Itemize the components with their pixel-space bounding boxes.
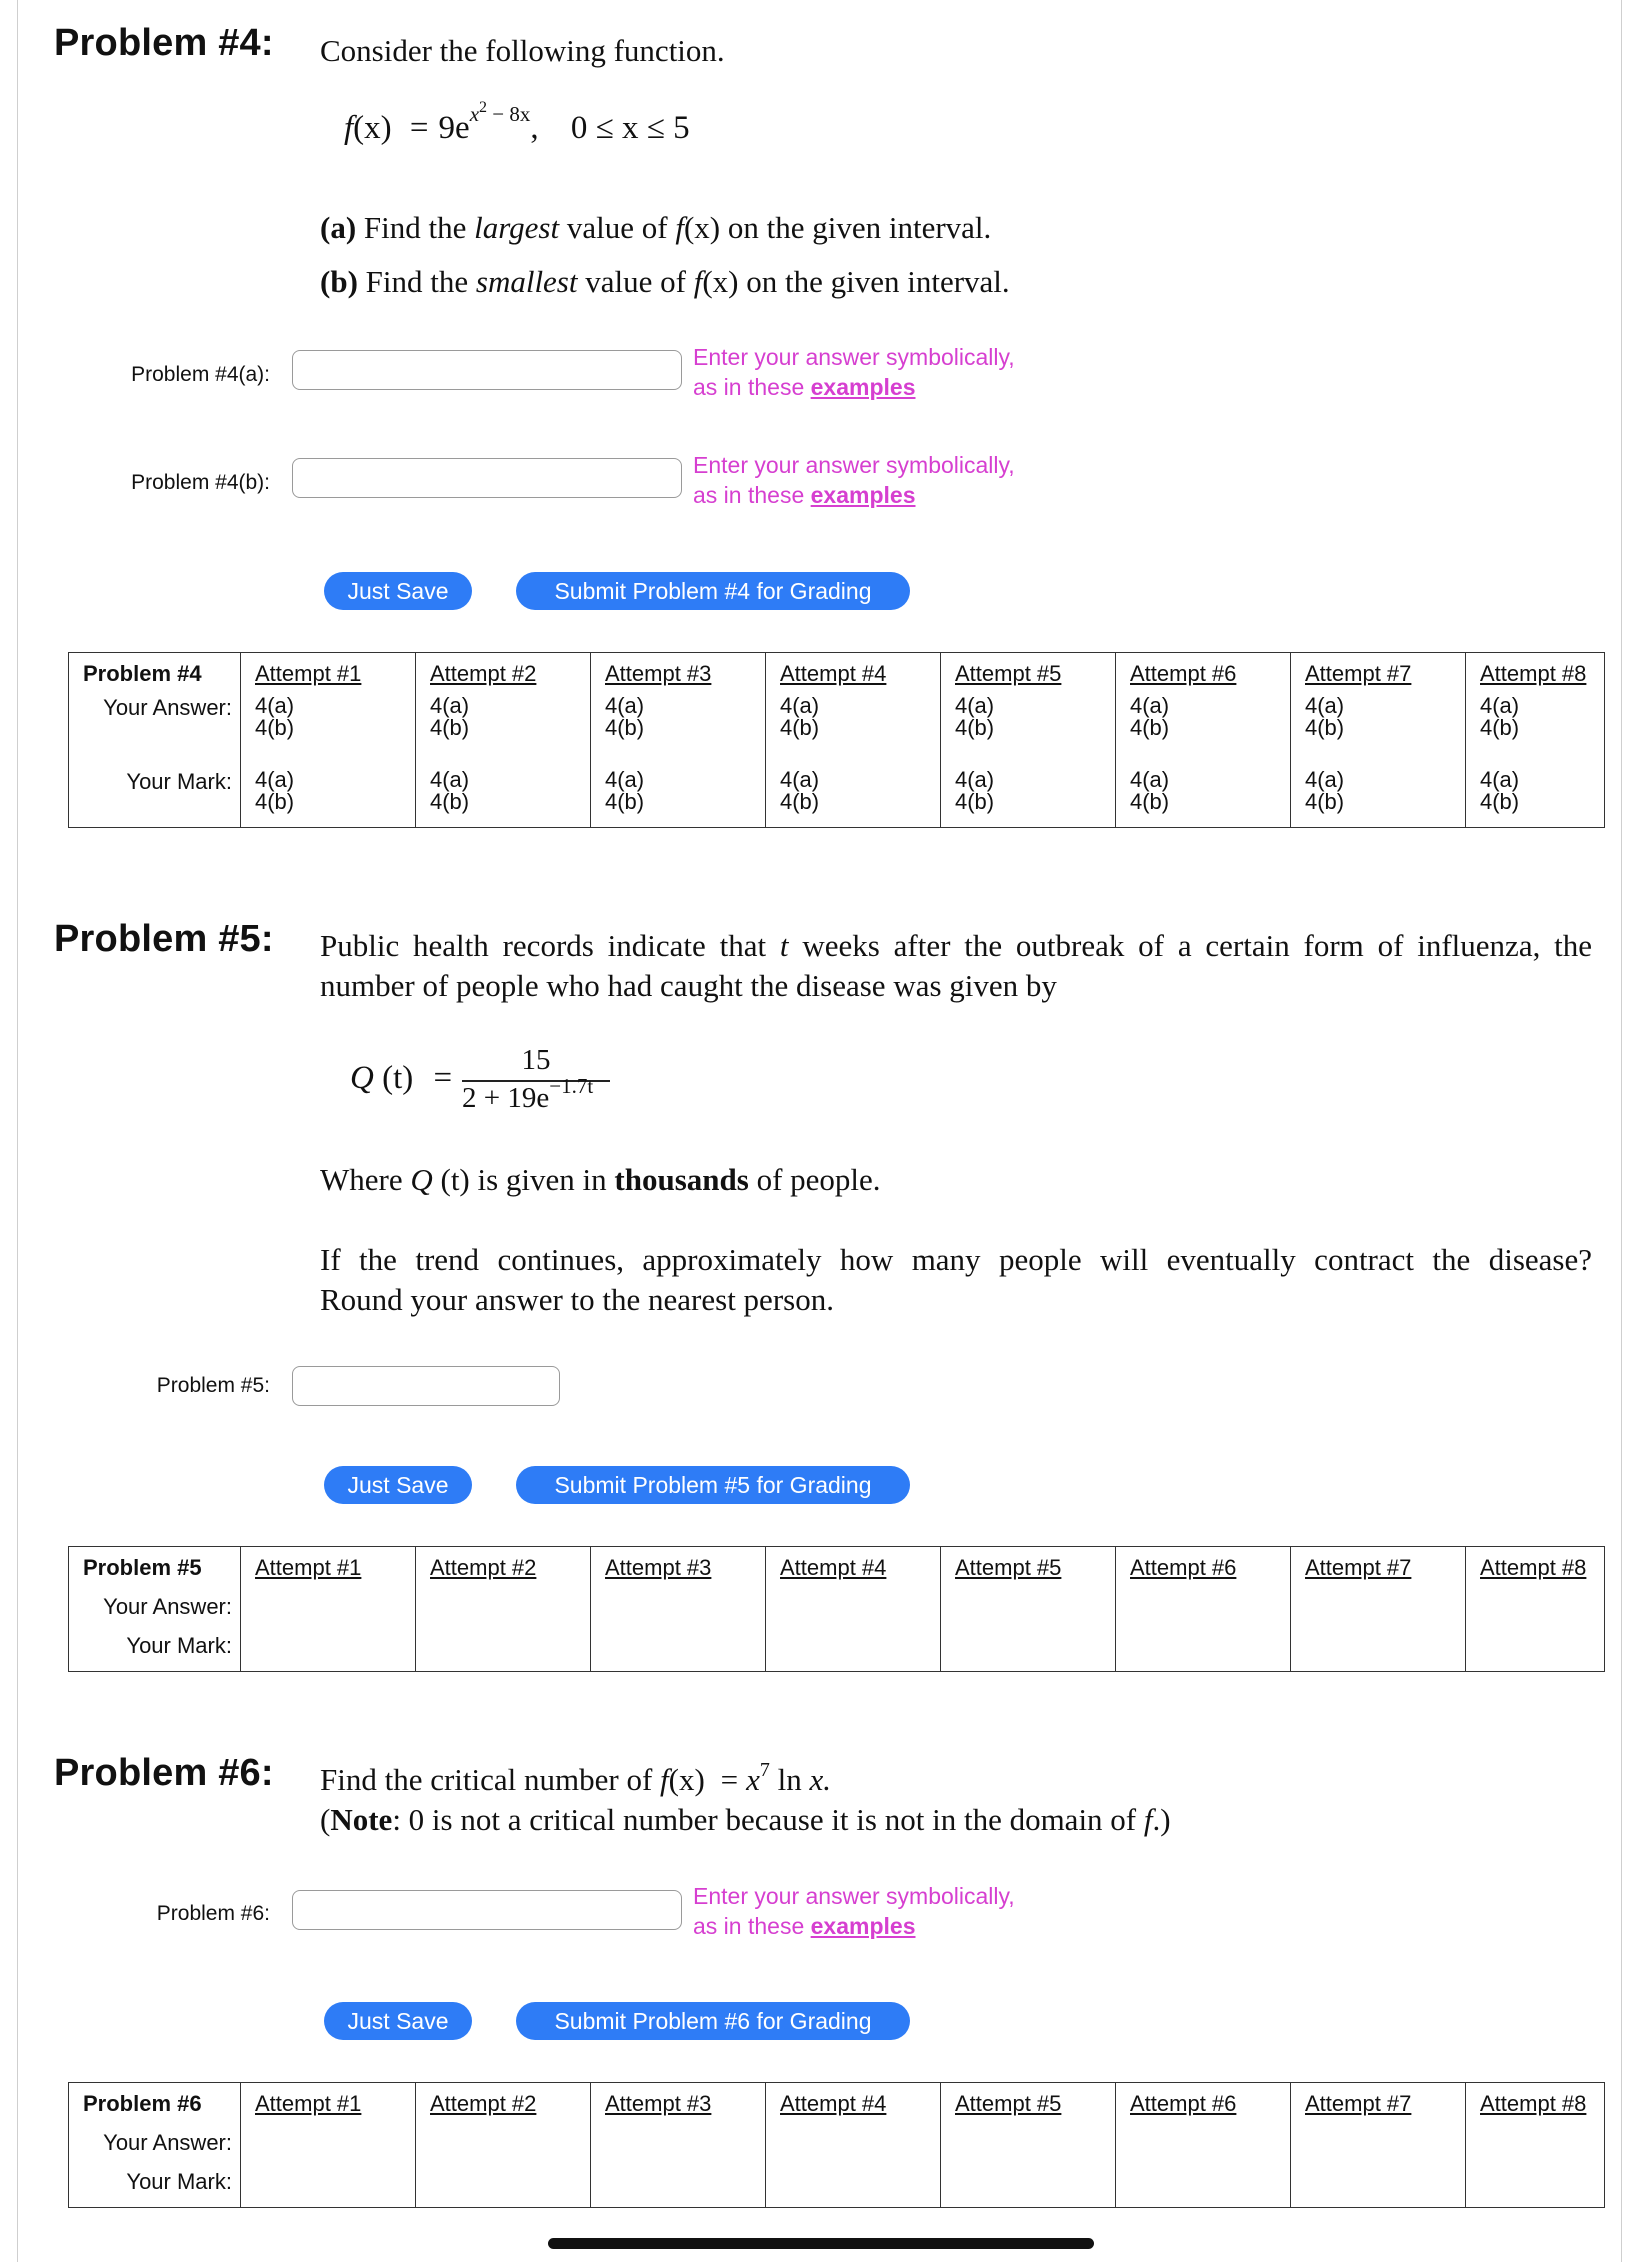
table-head: Problem #5 (69, 1547, 241, 1590)
problem-6-title: Problem #6: (54, 1752, 274, 1794)
func-eq: = (409, 110, 429, 146)
part-b-tail: (x) on the given interval. (702, 264, 1010, 299)
part-a-post: value of (566, 210, 668, 245)
problem-5-question-line-1: If the trend continues, approximately how many people will eventually contract the disease? (320, 1242, 1592, 1277)
attempt-6-header[interactable]: Attempt #6 (1116, 653, 1291, 696)
problem-5-where: Where Q (t) is given in thousands of people. (320, 1162, 881, 1197)
problem-4-function (344, 99, 690, 147)
problem-5-question-line-2: Round your answer to the nearest person. (320, 1282, 834, 1317)
your-mark-label: Your Mark: (69, 1631, 241, 1671)
home-indicator-bar[interactable] (548, 2238, 1094, 2249)
attempt-4-header[interactable]: Attempt #4 (766, 1547, 941, 1590)
problem-4-part-b (320, 262, 1010, 302)
problem-5-input[interactable] (292, 1366, 560, 1406)
examples-link[interactable]: examples (810, 482, 916, 508)
func-domain: 0 ≤ x ≤ 5 (570, 110, 690, 146)
table-cell: 4(a) 4(b) (591, 695, 766, 769)
attempt-2-header[interactable]: Attempt #2 (416, 2083, 591, 2126)
table-head: Problem #4 (69, 653, 241, 696)
hint-line-1: Enter your answer symbolically, (693, 344, 1015, 370)
problem-6-attempts-table (68, 2082, 1605, 2208)
part-a-em: largest (474, 210, 560, 245)
attempt-7-header[interactable]: Attempt #7 (1291, 1547, 1466, 1590)
problem-6-hint (693, 1881, 1015, 1941)
attempt-5-header[interactable]: Attempt #5 (941, 2083, 1116, 2126)
func-comma: , (530, 110, 539, 146)
table-cell: 4(a) 4(b) (1480, 767, 1520, 814)
func-exp-rest: − 8x (487, 102, 531, 126)
attempt-8-header[interactable]: Attempt #8 (1480, 2091, 1587, 2116)
problem-4-title: Problem #4: (54, 22, 274, 64)
just-save-button[interactable]: Just Save (324, 2002, 472, 2040)
problem-4-intro: Consider the following function. (320, 33, 725, 68)
table-cell: 4(a) 4(b) (241, 695, 416, 769)
table-cell: 4(a) 4(b) (416, 769, 591, 827)
part-a-label: (a) (320, 210, 357, 245)
your-answer-label: Your Answer: (69, 2125, 241, 2167)
part-b-label: (b) (320, 264, 358, 299)
hint-line-1: Enter your answer symbolically, (693, 452, 1015, 478)
attempt-3-header[interactable]: Attempt #3 (591, 653, 766, 696)
hint-line-2: as in these (693, 374, 811, 400)
problem-6-text: Find the critical number of $f(x) = x^7$ ln x. (320, 1759, 831, 1797)
func-exp-pow: 2 (479, 99, 488, 116)
attempt-4-header[interactable]: Attempt #4 (766, 653, 941, 696)
attempt-5-header[interactable]: Attempt #5 (941, 1547, 1116, 1590)
problem-4a-label: Problem #4(a): (131, 363, 270, 386)
attempt-3-header[interactable]: Attempt #3 (591, 2083, 766, 2126)
part-b-em: smallest (475, 264, 578, 299)
part-a-f: f (675, 210, 684, 245)
table-cell: 4(a) 4(b) (1480, 693, 1520, 740)
problem-5-attempts-table (68, 1546, 1605, 1672)
problem-4b-label: Problem #4(b): (131, 471, 270, 494)
hint-line-2: as in these (693, 482, 811, 508)
problem-5-formula-lhs: Q (t) = (350, 1060, 453, 1096)
attempt-6-header[interactable]: Attempt #6 (1116, 1547, 1291, 1590)
table-cell: 4(a) 4(b) (941, 769, 1116, 827)
hint-line-2: as in these (693, 1913, 811, 1939)
submit-problem-5-button[interactable]: Submit Problem #5 for Grading (516, 1466, 910, 1504)
func-arg: (x) (353, 110, 392, 146)
table-cell: 4(a) 4(b) (591, 769, 766, 827)
table-cell: 4(a) 4(b) (416, 695, 591, 769)
attempt-8-header[interactable]: Attempt #8 (1480, 1555, 1587, 1580)
your-answer-label: Your Answer: (69, 1589, 241, 1631)
problem-5-text-line-2: number of people who had caught the disease was given by (320, 968, 1057, 1003)
problem-6-note: (Note: 0 is not a critical number because it is not in the domain of f.) (320, 1802, 1171, 1837)
your-mark-label: Your Mark: (69, 2167, 241, 2207)
table-cell: 4(a) 4(b) (941, 695, 1116, 769)
attempt-5-header[interactable]: Attempt #5 (941, 653, 1116, 696)
table-cell: 4(a) 4(b) (1291, 695, 1466, 769)
problem-5-formula-numerator: 15 (521, 1044, 551, 1076)
attempt-2-header[interactable]: Attempt #2 (416, 653, 591, 696)
problem-4-attempts-table (68, 652, 1605, 828)
just-save-button[interactable]: Just Save (324, 1466, 472, 1504)
attempt-6-header[interactable]: Attempt #6 (1116, 2083, 1291, 2126)
problem-5-label: Problem #5: (156, 1374, 270, 1397)
table-cell: 4(a) 4(b) (241, 769, 416, 827)
problem-5-text-line-1: Public health records indicate that t weeks after the outbreak of a certain form of influenza, the (320, 928, 1593, 963)
part-a-tail: (x) on the given interval. (683, 210, 992, 245)
table-cell: 4(a) 4(b) (766, 695, 941, 769)
hint-line-1: Enter your answer symbolically, (693, 1883, 1015, 1909)
table-head: Problem #6 (69, 2083, 241, 2126)
examples-link[interactable]: examples (810, 1913, 916, 1939)
attempt-7-header[interactable]: Attempt #7 (1291, 2083, 1466, 2126)
problem-4b-hint (693, 450, 1015, 510)
problem-6-input[interactable] (292, 1890, 682, 1930)
problem-5-title: Problem #5: (54, 918, 274, 960)
attempt-7-header[interactable]: Attempt #7 (1291, 653, 1466, 696)
submit-problem-6-button[interactable]: Submit Problem #6 for Grading (516, 2002, 910, 2040)
attempt-8-header[interactable]: Attempt #8 (1480, 661, 1587, 686)
problem-4b-input[interactable] (292, 458, 682, 498)
submit-problem-4-button[interactable]: Submit Problem #4 for Grading (516, 572, 910, 610)
attempt-1-header[interactable]: Attempt #1 (241, 2083, 416, 2126)
your-mark-label: Your Mark: (69, 769, 241, 827)
table-cell: 4(a) 4(b) (1116, 769, 1291, 827)
your-answer-label: Your Answer: (69, 695, 241, 769)
problem-4a-hint (693, 342, 1015, 402)
func-base: 9e (438, 110, 470, 146)
part-b-post: value of (585, 264, 686, 299)
attempt-3-header[interactable]: Attempt #3 (591, 1547, 766, 1590)
table-cell: 4(a) 4(b) (1116, 695, 1291, 769)
examples-link[interactable]: examples (810, 374, 916, 400)
func-exp-x: x (469, 102, 480, 126)
table-cell: 4(a) 4(b) (766, 769, 941, 827)
problem-4-part-a (320, 208, 991, 248)
problem-5-formula-denominator: $2 + 19e^{-1.7t}$ (462, 1074, 594, 1114)
func-f: f (344, 110, 354, 146)
just-save-button[interactable]: Just Save (324, 572, 472, 610)
attempt-1-header[interactable]: Attempt #1 (241, 1547, 416, 1590)
problem-6-label: Problem #6: (156, 1902, 270, 1925)
attempt-4-header[interactable]: Attempt #4 (766, 2083, 941, 2126)
attempt-1-header[interactable]: Attempt #1 (241, 653, 416, 696)
part-a-pre: Find the (363, 210, 467, 245)
part-b-pre: Find the (365, 264, 469, 299)
problem-4a-input[interactable] (292, 350, 682, 390)
part-b-f: f (693, 264, 703, 299)
table-cell: 4(a) 4(b) (1291, 769, 1466, 827)
attempt-2-header[interactable]: Attempt #2 (416, 1547, 591, 1590)
